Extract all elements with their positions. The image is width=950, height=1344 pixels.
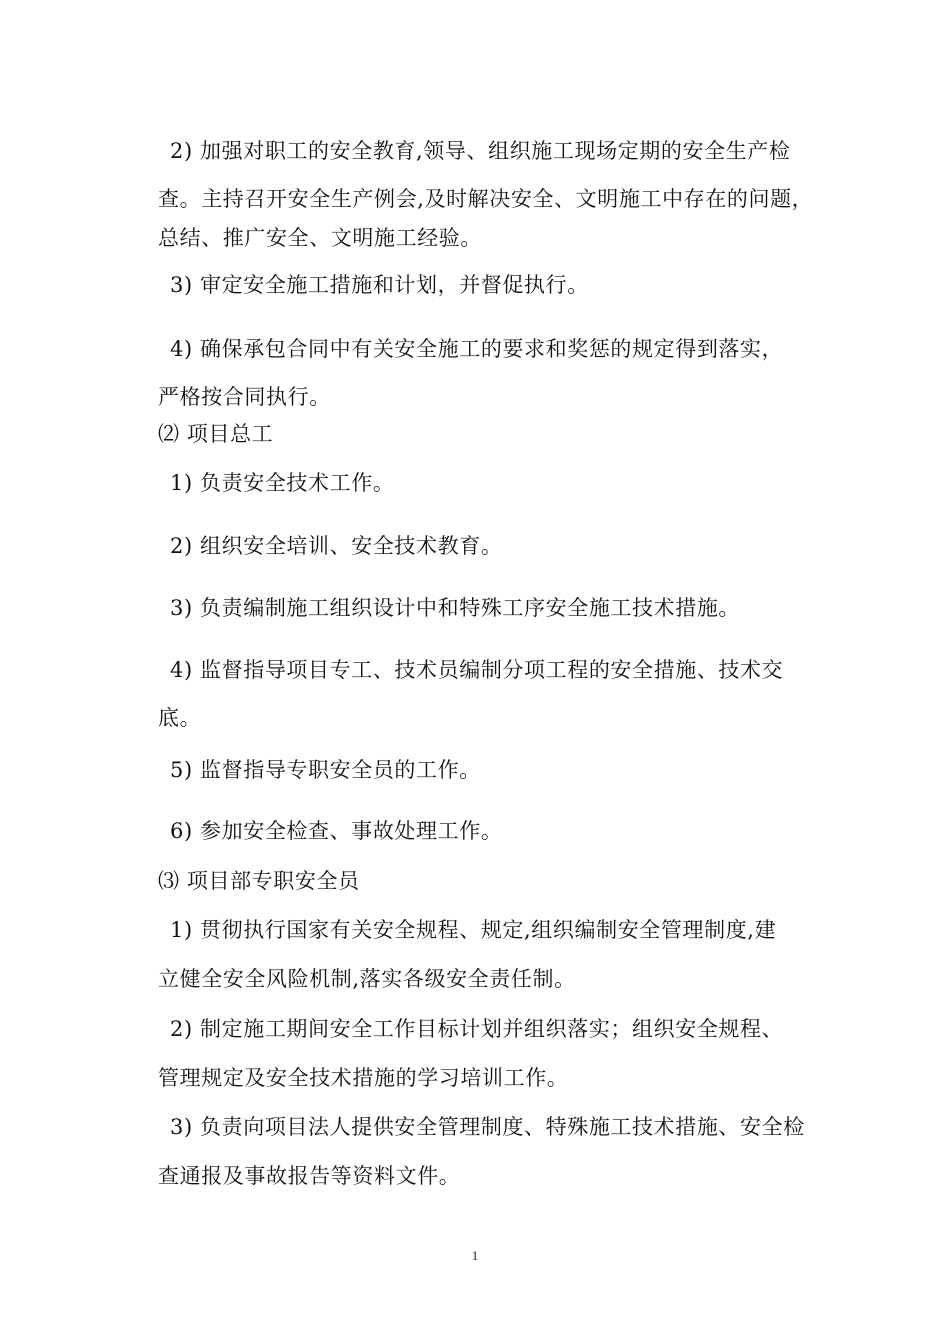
paragraph-line: 总结、推广安全、文明施工经验。 [158,226,482,250]
section-heading: ⑶ 项目部专职安全员 [158,869,360,893]
paragraph-line: 立健全安全风险机制,落实各级安全责任制。 [158,967,576,991]
section-heading: ⑵ 项目总工 [158,422,274,446]
paragraph-line: 底。 [158,706,202,730]
paragraph-line: 3) 审定安全施工措施和计划，并督促执行。 [170,273,589,297]
paragraph-line: 1) 贯彻执行国家有关安全规程、规定,组织编制安全管理制度,建 [170,918,777,942]
paragraph-line: 3) 负责编制施工组织设计中和特殊工序安全施工技术措施。 [170,596,741,620]
paragraph-line: 管理规定及安全技术措施的学习培训工作。 [158,1066,569,1090]
paragraph-line: 3) 负责向项目法人提供安全管理制度、特殊施工技术措施、安全检 [170,1115,805,1139]
page-number: 1 [471,1248,479,1263]
paragraph-line: 5) 监督指导专职安全员的工作。 [170,758,481,782]
paragraph-line: 6) 参加安全检查、事故处理工作。 [170,819,503,843]
paragraph-line: 4) 确保承包合同中有关安全施工的要求和奖惩的规定得到落实， [170,337,784,361]
paragraph-line: 严格按合同执行。 [158,385,331,409]
paragraph-line: 查通报及事故报告等资料文件。 [158,1164,461,1188]
paragraph-line: 2) 加强对职工的安全教育,领导、组织施工现场定期的安全生产检 [170,139,791,163]
paragraph-line: 4) 监督指导项目专工、技术员编制分项工程的安全措施、技术交 [170,658,784,682]
paragraph-line: 2) 组织安全培训、安全技术教育。 [170,534,503,558]
paragraph-line: 1) 负责安全技术工作。 [170,471,395,495]
paragraph-line: 查。主持召开安全生产例会,及时解决安全、文明施工中存在的问题， [158,187,814,211]
paragraph-line: 2) 制定施工期间安全工作目标计划并组织落实；组织安全规程、 [170,1017,784,1041]
